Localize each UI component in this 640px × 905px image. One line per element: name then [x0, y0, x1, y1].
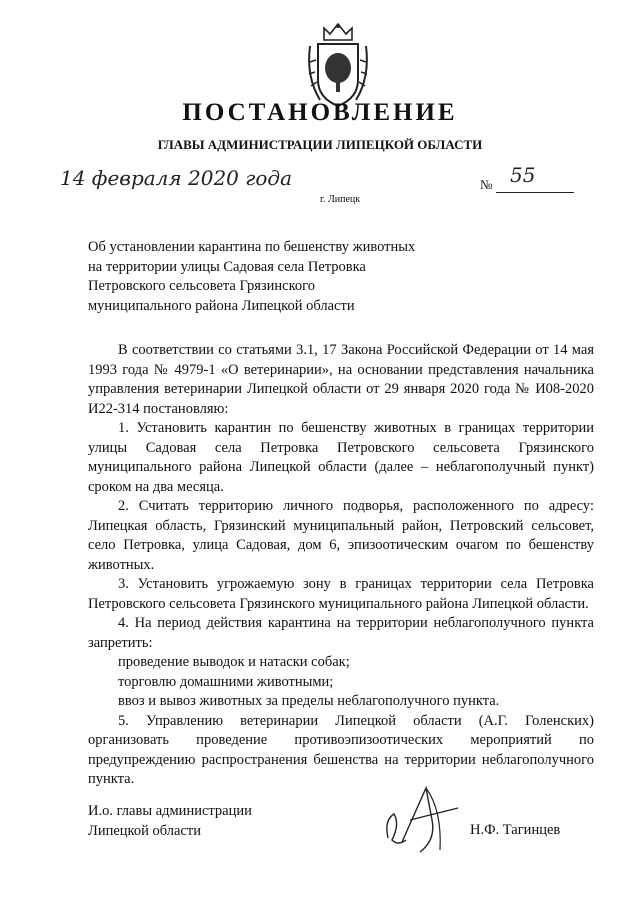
clause-5: 5. Управлению ветеринарии Липецкой области (А.Г. Голенских) организовать проведение противоэпизоотических мероприятий по предупреждению распространения бешенства на территории неблагополучного пункта.	[88, 712, 594, 787]
clause-2: 2. Считать территорию личного подворья, расположенного по адресу: Липецкая область, Грязинский муниципальный район, Петровский сельсовет, село Петровка, улица Садовая, дом 6, эпизоотическим очагом по бешенству животных.	[88, 498, 594, 573]
document-date: 14 февраля 2020 года	[60, 166, 293, 190]
number-underline	[496, 192, 574, 193]
clause-4: 4. На период действия карантина на территории неблагополучного пункта запретить:	[88, 615, 594, 651]
document-body	[88, 341, 594, 790]
document-title: ПОСТАНОВЛЕНИЕ	[182, 99, 458, 126]
clause-1: 1. Установить карантин по бешенству животных в границах территории улицы Садовая села Петровка Петровского сельсовета Грязинского муниципального района Липецкой области (далее – неблагополучный пункт) сроком на два месяца.	[88, 420, 594, 495]
preamble: В соответствии со статьями 3.1, 17 Закона Российской Федерации от 14 мая 1993 года № 4979-1 «О ветеринарии», на основании представления начальника управления ветеринарии Липецкой области от 29 января 2020 года № И08-2020 И22-314 постановляю:	[88, 342, 594, 417]
document-city: г. Липецк	[320, 194, 361, 205]
clause-4-item-c: ввоз и вывоз животных за пределы неблагополучного пункта.	[118, 693, 500, 709]
document-subtitle: ГЛАВЫ АДМИНИСТРАЦИИ ЛИПЕЦКОЙ ОБЛАСТИ	[157, 137, 483, 152]
coat-of-arms-icon	[300, 22, 376, 110]
document-number-label: №	[480, 177, 493, 192]
clause-4-item-a: проведение выводок и натаски собак;	[118, 654, 350, 670]
signatory-position-line-2: Липецкой области	[88, 823, 201, 839]
document-subject: Об установлении карантина по бешенству животных на территории улицы Садовая села Петровка Петровского сельсовета Грязинского муниципального района Липецкой области	[88, 239, 416, 314]
signatory-position	[88, 801, 252, 841]
document-number: 55	[510, 163, 536, 187]
signatory-position-line-1: И.о. главы администрации	[88, 803, 252, 819]
clause-3: 3. Установить угрожаемую зону в границах территории села Петровка Петровского сельсовета Грязинского муниципального района Липецкой области.	[88, 576, 594, 612]
signatory-name: Н.Ф. Тагинцев	[470, 822, 561, 838]
clause-4-item-b: торговлю домашними животными;	[118, 673, 334, 690]
handwritten-signature-icon	[380, 780, 470, 855]
